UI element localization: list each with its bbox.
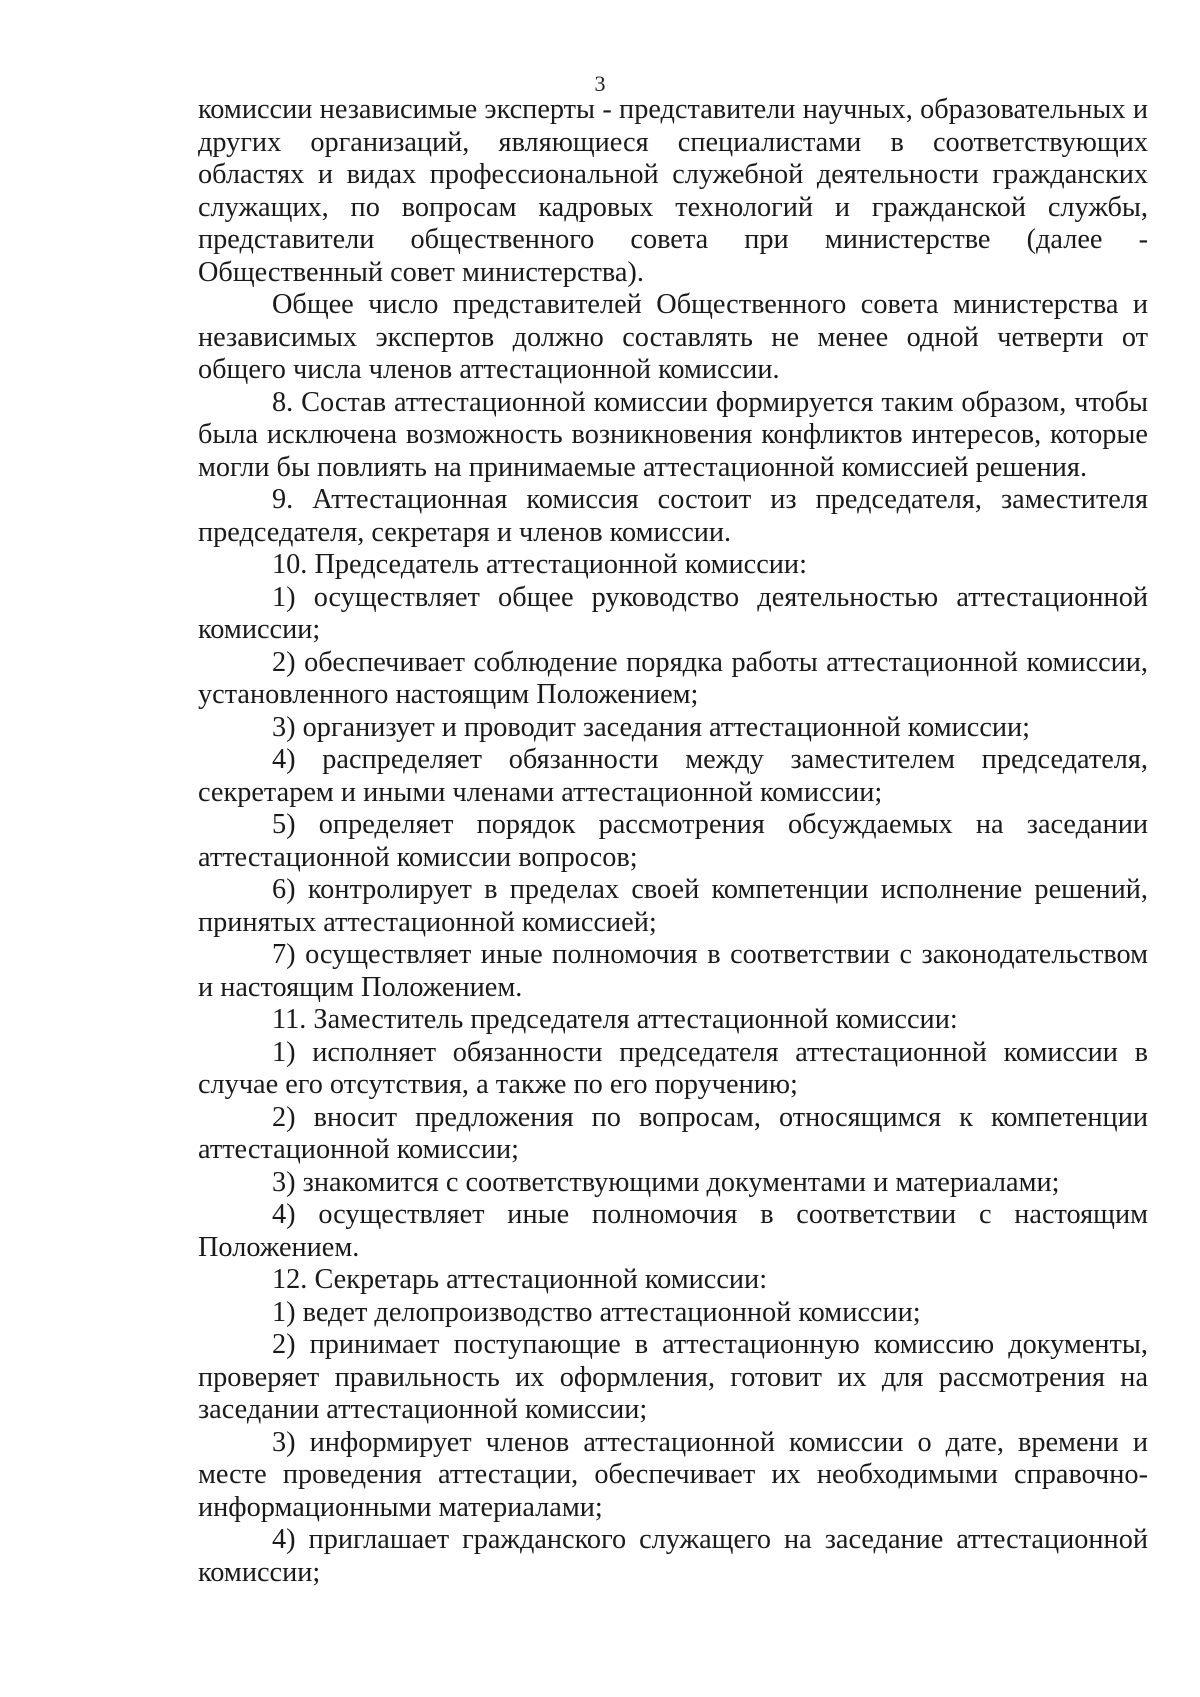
paragraph: комиссии независимые эксперты - представители научных, образовательных и других организаций, являющиеся специалистами в соответствующих областях и видах профессиональной служебной деятельности гражданских служащих, по вопросам кадровых технологий и гражданской службы, представители общественного совета при министерстве (далее - Общественный совет министерства). [198, 94, 1148, 288]
list-item: 2) принимает поступающие в аттестационную комиссию документы, проверяет правильность их оформления, готовит их для рассмотрения на заседании аттестационной комиссии; [198, 1329, 1148, 1425]
list-item: 2) обеспечивает соблюдение порядка работы аттестационной комиссии, установленного настоящим Положением; [198, 646, 1148, 710]
list-item: 5) определяет порядок рассмотрения обсуждаемых на заседании аттестационной комиссии вопросов; [198, 809, 1148, 873]
list-item: 3) организует и проводит заседания аттестационной комиссии; [272, 711, 1031, 743]
list-item: 2) вносит предложения по вопросам, относящимся к компетенции аттестационной комиссии; [198, 1101, 1148, 1165]
list-item: 4) осуществляет иные полномочия в соответствии с настоящим Положением. [198, 1199, 1148, 1263]
list-item: 4) приглашает гражданского служащего на заседание аттестационной комиссии; [198, 1524, 1148, 1588]
list-item: 1) исполняет обязанности председателя аттестационной комиссии в случае его отсутствия, а также по его поручению; [198, 1036, 1148, 1100]
list-item: 6) контролирует в пределах своей компетенции исполнение решений, принятых аттестационной комиссией; [198, 874, 1148, 938]
list-item: 3) знакомится с соответствующими документами и материалами; [272, 1166, 1060, 1198]
list-item: 1) ведет делопроизводство аттестационной комиссии; [272, 1296, 921, 1328]
list-item: 3) информирует членов аттестационной комиссии о дате, времени и месте проведения аттестации, обеспечивает их необходимыми справочно-информационными материалами; [198, 1426, 1148, 1523]
paragraph: Общее число представителей Общественного совета министерства и независимых экспертов должно составлять не менее одной четверти от общего числа членов аттестационной комиссии. [198, 289, 1148, 385]
section-heading: 12. Секретарь аттестационной комиссии: [272, 1264, 768, 1295]
paragraph: 9. Аттестационная комиссия состоит из председателя, заместителя председателя, секретаря и членов комиссии. [198, 484, 1148, 548]
list-item: 4) распределяет обязанности между заместителем председателя, секретарем и иными членами аттестационной комиссии; [198, 744, 1148, 808]
list-item: 1) осуществляет общее руководство деятельностью аттестационной комиссии; [198, 581, 1148, 645]
list-item: 7) осуществляет иные полномочия в соответствии с законодательством и настоящим Положением. [198, 939, 1148, 1003]
section-heading: 11. Заместитель председателя аттестационной комиссии: [272, 1004, 958, 1035]
section-heading: 10. Председатель аттестационной комиссии: [272, 549, 807, 580]
paragraph: 8. Состав аттестационной комиссии формируется таким образом, чтобы была исключена возможность возникновения конфликтов интересов, которые могли бы повлиять на принимаемые аттестационной комиссией решения. [198, 386, 1148, 483]
page-number: 3 [594, 71, 606, 96]
document-body [198, 94, 1148, 1589]
